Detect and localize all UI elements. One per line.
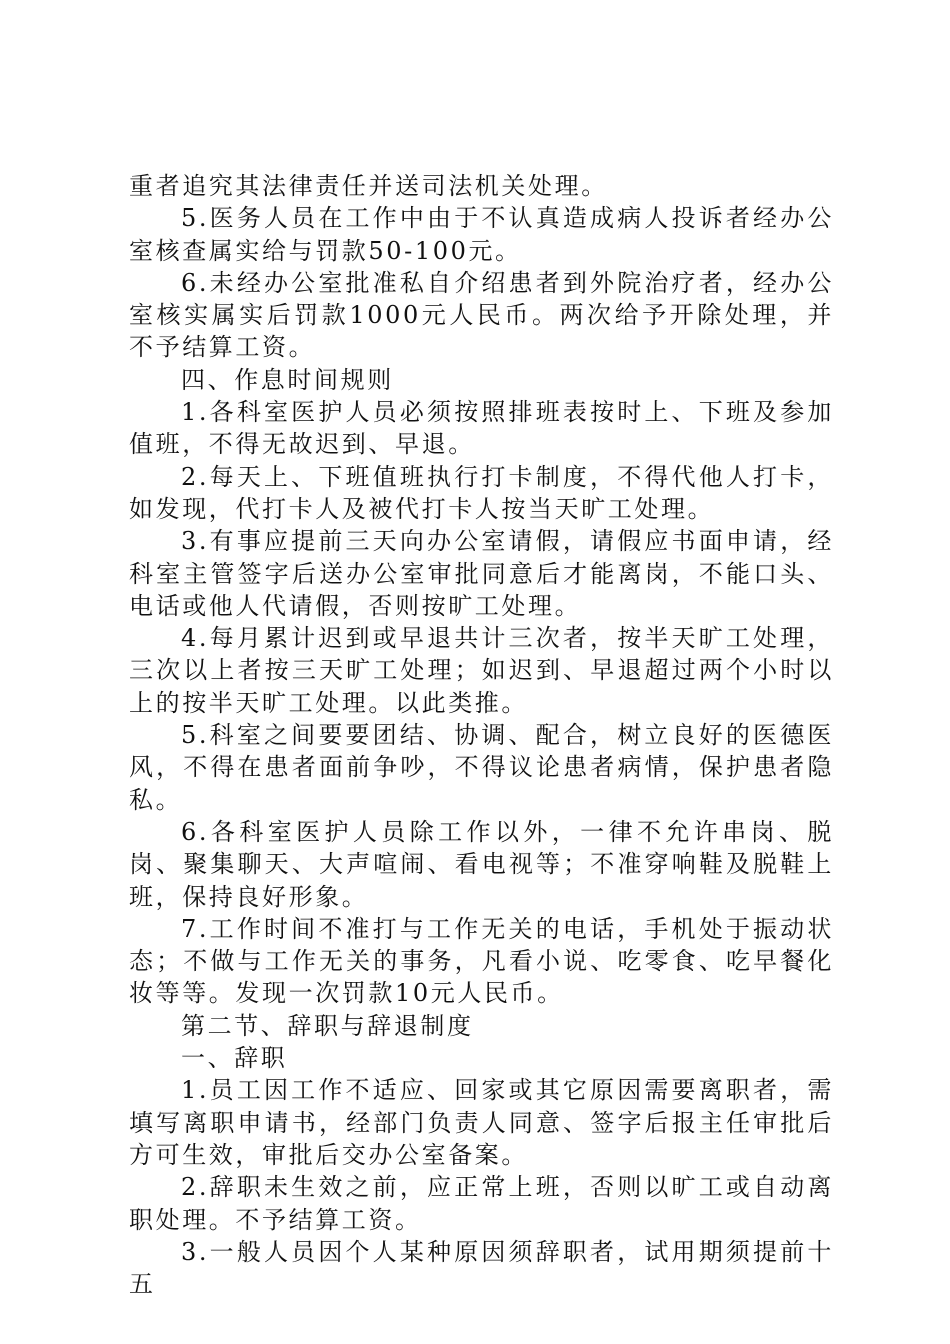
- paragraph: 3.一般人员因个人某种原因须辞职者，试用期须提前十五: [129, 1237, 834, 1299]
- document-body: [129, 170, 834, 1300]
- paragraph: 2.每天上、下班值班执行打卡制度，不得代他人打卡，如发现，代打卡人及被代打卡人按当天旷工处理。: [129, 462, 834, 523]
- paragraph: 6.未经办公室批准私自介绍患者到外院治疗者，经办公室核实属实后罚款1000元人民币。两次给予开除处理，并不予结算工资。: [129, 268, 834, 362]
- paragraph: 7.工作时间不准打与工作无关的电话，手机处于振动状态；不做与工作无关的事务，凡看小说、吃零食、吃早餐化妆等等。发现一次罚款10元人民币。: [129, 914, 834, 1008]
- paragraph: 重者追究其法律责任并送司法机关处理。: [129, 172, 608, 200]
- section-heading: 第二节、辞职与辞退制度: [181, 1011, 474, 1040]
- paragraph: 2.辞职未生效之前，应正常上班，否则以旷工或自动离职处理。不予结算工资。: [129, 1173, 834, 1234]
- paragraph: 6.各科室医护人员除工作以外，一律不允许串岗、脱岗、聚集聊天、大声喧闹、看电视等；不准穿响鞋及脱鞋上班，保持良好形象。: [129, 817, 834, 911]
- paragraph: 3.有事应提前三天向办公室请假，请假应书面申请，经科室主管签字后送办公室审批同意后才能离岗，不能口头、电话或他人代请假，否则按旷工处理。: [129, 527, 834, 620]
- paragraph: 1.各科室医护人员必须按照排班表按时上、下班及参加值班，不得无故迟到、早退。: [129, 398, 834, 459]
- paragraph: 5.医务人员在工作中由于不认真造成病人投诉者经办公室核查属实给与罚款50-100元。: [129, 204, 834, 265]
- section-heading: 四、作息时间规则: [181, 365, 394, 394]
- paragraph: 1.员工因工作不适应、回家或其它原因需要离职者，需填写离职申请书，经部门负责人同意、签字后报主任审批后方可生效，审批后交办公室备案。: [129, 1076, 834, 1169]
- paragraph: 4.每月累计迟到或早退共计三次者，按半天旷工处理，三次以上者按三天旷工处理；如迟到、早退超过两个小时以上的按半天旷工处理。以此类推。: [129, 624, 834, 717]
- paragraph: 5.科室之间要要团结、协调、配合，树立良好的医德医风，不得在患者面前争吵，不得议论患者病情，保护患者隐私。: [129, 721, 834, 814]
- subsection-heading: 一、辞职: [181, 1044, 288, 1073]
